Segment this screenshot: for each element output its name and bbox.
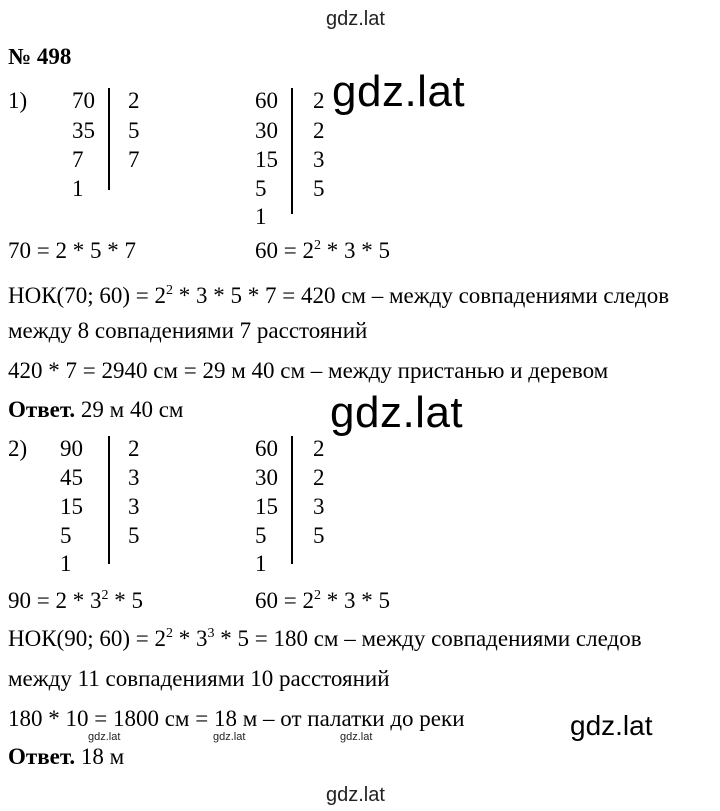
nok-line bbox=[8, 283, 669, 309]
problem-title: № 498 bbox=[8, 44, 72, 69]
watermark-large: gdz.lat bbox=[328, 68, 469, 116]
nok-text: * 3 bbox=[173, 626, 208, 651]
nok-line bbox=[8, 626, 642, 652]
dividend: 1 bbox=[255, 551, 267, 576]
equation-60 bbox=[255, 238, 390, 264]
distance-count-line: между 11 совпадениями 10 расстояний bbox=[8, 666, 390, 691]
equation-90 bbox=[8, 588, 143, 614]
dividend: 5 bbox=[255, 176, 267, 201]
nok-text: * 3 * 5 * 7 = 420 см – между совпадениями следов bbox=[173, 283, 670, 308]
dividend: 15 bbox=[255, 147, 278, 172]
footer-watermark: gdz.lat bbox=[326, 784, 385, 806]
equation-text: * 5 bbox=[108, 588, 143, 613]
equation-text: * 3 * 5 bbox=[320, 588, 390, 613]
result-line: 420 * 7 = 2940 см = 29 м 40 см – между пристанью и деревом bbox=[8, 358, 609, 383]
dividend: 45 bbox=[60, 465, 83, 490]
division-line bbox=[108, 88, 110, 190]
division-line bbox=[291, 88, 293, 214]
equation-text: 60 = 2 bbox=[255, 238, 314, 263]
dividend: 30 bbox=[255, 118, 278, 143]
answer-value: 29 м 40 см bbox=[75, 397, 184, 422]
part-1-label: 1) bbox=[8, 88, 28, 113]
watermark-tiny: gdz.lat bbox=[340, 731, 373, 743]
dividend: 70 bbox=[72, 88, 95, 113]
dividend: 1 bbox=[72, 176, 84, 201]
watermark-large: gdz.lat bbox=[326, 389, 467, 437]
divisor: 2 bbox=[313, 88, 325, 113]
nok-text: * 5 = 180 см – между совпадениями следов bbox=[214, 626, 642, 651]
dividend: 90 bbox=[60, 436, 83, 461]
equation-text: 90 = 2 * 3 bbox=[8, 588, 102, 613]
answer-1 bbox=[8, 397, 183, 423]
exponent: 2 bbox=[166, 626, 173, 641]
divisor: 7 bbox=[128, 147, 140, 172]
exponent: 2 bbox=[313, 588, 321, 603]
divisor: 5 bbox=[313, 523, 325, 548]
exponent: 3 bbox=[207, 626, 215, 641]
dividend: 1 bbox=[255, 204, 267, 229]
divisor: 3 bbox=[313, 147, 325, 172]
answer-2 bbox=[8, 744, 124, 770]
exponent: 2 bbox=[101, 588, 109, 603]
distance-count-line: между 8 совпадениями 7 расстояний bbox=[8, 318, 368, 343]
dividend: 7 bbox=[72, 147, 84, 172]
divisor: 2 bbox=[313, 118, 325, 143]
exponent: 2 bbox=[166, 283, 173, 298]
divisor: 5 bbox=[128, 118, 140, 143]
result-line: 180 * 10 = 1800 см = 18 м – от палатки до реки bbox=[8, 706, 465, 731]
divisor: 2 bbox=[128, 88, 140, 113]
nok-text: НОК(90; 60) = 2 bbox=[8, 626, 166, 651]
watermark-tiny: gdz.lat bbox=[213, 731, 246, 743]
dividend: 15 bbox=[60, 494, 83, 519]
dividend: 5 bbox=[255, 523, 267, 548]
dividend: 35 bbox=[72, 118, 95, 143]
divisor: 3 bbox=[128, 465, 140, 490]
nok-text: НОК(70; 60) = 2 bbox=[8, 283, 166, 308]
equation-text: * 3 * 5 bbox=[320, 238, 390, 263]
answer-label: Ответ. bbox=[8, 744, 76, 769]
divisor: 2 bbox=[128, 436, 140, 461]
watermark-tiny: gdz.lat bbox=[88, 731, 121, 743]
dividend: 5 bbox=[60, 523, 72, 548]
answer-label: Ответ. bbox=[8, 397, 76, 422]
equation-60-b bbox=[255, 588, 390, 614]
watermark-medium: gdz.lat bbox=[570, 710, 653, 741]
dividend: 15 bbox=[255, 494, 278, 519]
dividend: 30 bbox=[255, 465, 278, 490]
equation-70: 70 = 2 * 5 * 7 bbox=[8, 238, 136, 263]
part-2-label: 2) bbox=[8, 436, 28, 461]
division-line bbox=[108, 436, 110, 564]
divisor: 2 bbox=[313, 436, 325, 461]
divisor: 3 bbox=[313, 494, 325, 519]
header-watermark: gdz.lat bbox=[326, 8, 385, 30]
equation-text: 60 = 2 bbox=[255, 588, 314, 613]
exponent: 2 bbox=[313, 238, 321, 253]
divisor: 5 bbox=[313, 176, 325, 201]
divisor: 5 bbox=[128, 523, 140, 548]
answer-value: 18 м bbox=[75, 744, 125, 769]
dividend: 60 bbox=[255, 88, 278, 113]
dividend: 60 bbox=[255, 436, 278, 461]
division-line bbox=[291, 436, 293, 564]
divisor: 3 bbox=[128, 494, 140, 519]
dividend: 1 bbox=[60, 551, 72, 576]
divisor: 2 bbox=[313, 465, 325, 490]
